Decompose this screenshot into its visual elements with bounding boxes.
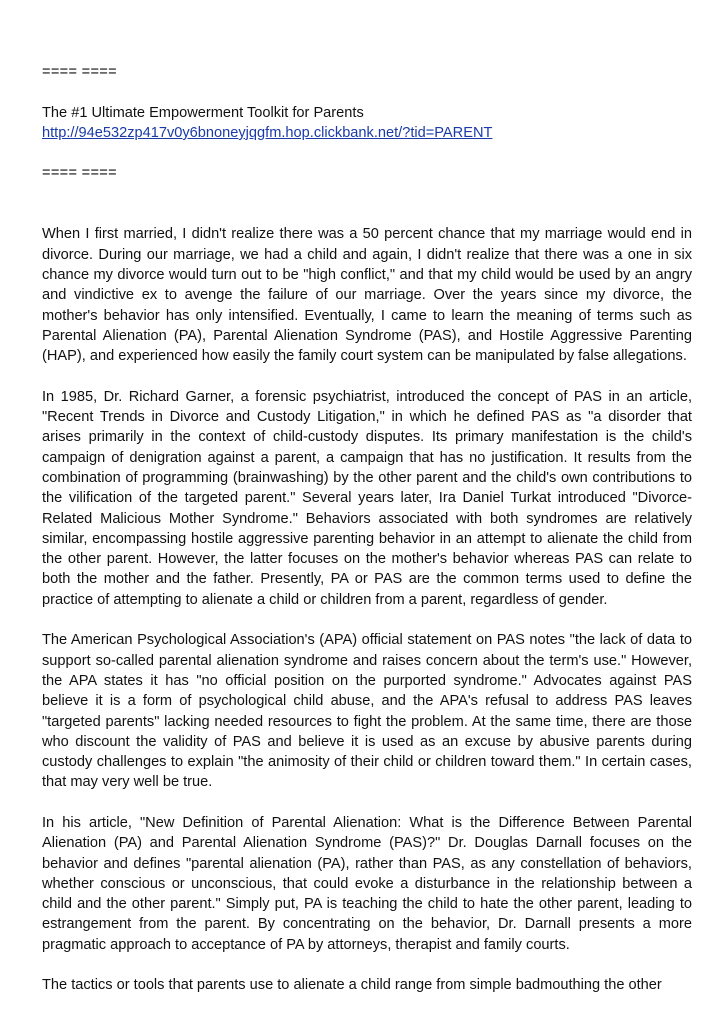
spacer (42, 143, 692, 163)
paragraph-1: When I first married, I didn't realize there was a 50 percent chance that my marriage would end in divorce. During our marriage, we had a child and again, I didn't realize that there was a one in six chance my divorce would turn out to be "high conflict," and that my child would be used by an angry and vindictive ex to avenge the failure of our marriage. Over the years since my divorce, the mother's behavior has only intensified. Eventually, I came to learn the meaning of terms such as Parental Alienation (PA), Parental Alienation Syndrome (PAS), and Hostile Aggressive Parenting (HAP), and experienced how easily the family court system can be manipulated by false allegations. (42, 226, 692, 365)
separator-bottom: ==== ==== (42, 165, 117, 182)
paragraph-2: In 1985, Dr. Richard Garner, a forensic psychiatrist, introduced the concept of PAS in an article, "Recent Trends in Divorce and Custody Litigation," in which he defined PAS as "a disorder that arises primarily in the context of child-custody disputes. Its primary manifestation is the child's campaign of denigration against a parent, a campaign that has no justification. It results from the combination of programming (brainwashing) by the other parent and the child's own contributions to the vilification of the targeted parent." Several years later, Ira Daniel Turkat introduced "Divorce-Related Malicious Mother Syndrome." Behaviors associated with both syndromes are relatively similar, encompassing hostile aggressive parenting behavior in an attempt to alienate the child from the other parent. However, the latter focuses on the mother's behavior whereas PAS can relate to both the mother and the father. Presently, PA or PAS are the common terms used to define the practice of attempting to alienate a child or children from a parent, regardless of gender. (42, 388, 692, 608)
paragraph-4: In his article, "New Definition of Parental Alienation: What is the Difference Between Parental Alienation (PA) and Parental Alienation Syndrome (PAS)?" Dr. Douglas Darnall focuses on the behavior and defines "parental alienation (PA), rather than PAS, as any constellation of behaviors, whether conscious or unconscious, that could evoke a disturbance in the relationship between a child and the other parent." Simply put, PA is teaching the child to hate the other parent, leading to estrangement from the parent. By concentrating on the behavior, Dr. Darnall presents a more pragmatic approach to acceptance of PA by attorneys, therapist and family courts. (42, 814, 692, 953)
promo-link[interactable]: http://94e532zp417v0y6bnoneyjqgfm.hop.clickbank.net/?tid=PARENT (42, 124, 493, 141)
separator-top: ==== ==== (42, 64, 117, 80)
paragraph-3: The American Psychological Association's (APA) official statement on PAS notes "the lack of data to support so-called parental alienation syndrome and raises concern about the term's use." However, the APA states it has "no official position on the purported syndrome." Advocates against PAS believe it is a form of psychological child abuse, and the APA's refusal to address PAS leaves "targeted parents" lacking needed resources to fight the problem. At the same time, there are those who discount the validity of PAS and believe it is used as an excuse by abusive parents during custody challenges to explain "the animosity of their child or children toward them." In certain cases, that may very well be true. (42, 632, 692, 791)
paragraph-5: The tactics or tools that parents use to alienate a child range from simple badmouthing the other (42, 977, 662, 994)
article-body (42, 224, 692, 995)
promo-title: The #1 Ultimate Empowerment Toolkit for Parents (42, 104, 364, 121)
document-page (42, 62, 692, 996)
